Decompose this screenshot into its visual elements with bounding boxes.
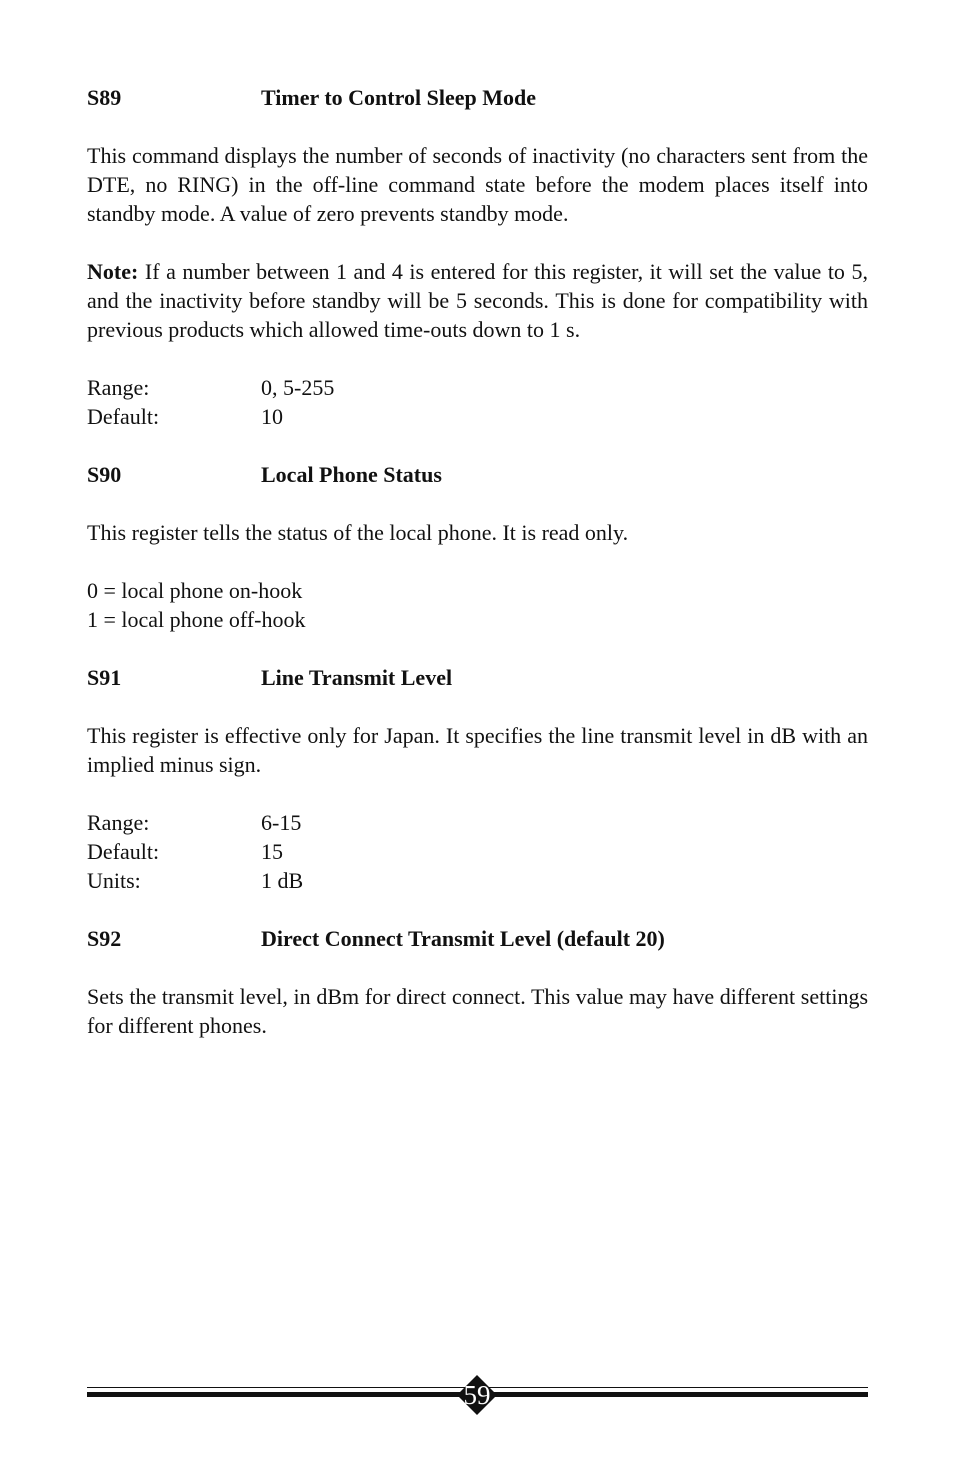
default-row [87, 837, 868, 866]
units-value: 1 dB [261, 868, 304, 893]
units-row [87, 866, 868, 895]
range-label: Range: [87, 810, 150, 835]
note-label: Note: [87, 259, 139, 284]
page-content [87, 83, 868, 1040]
register-title: Line Transmit Level [261, 665, 453, 690]
page-number: 59 [463, 1380, 491, 1410]
default-value: 10 [261, 404, 283, 429]
section-heading-s92 [87, 924, 868, 953]
state-item: 0 = local phone on-hook [87, 578, 303, 603]
register-title: Timer to Control Sleep Mode [261, 85, 536, 110]
page-number-badge [457, 1375, 497, 1415]
range-value: 0, 5-255 [261, 375, 335, 400]
default-label: Default: [87, 839, 160, 864]
register-id: S92 [87, 926, 122, 951]
register-description: This command displays the number of seconds of inactivity (no characters sent from the DTE, no RING) in the off-line command state before the modem places itself into standby mode. A value of zero prevents standby mode. [87, 143, 868, 226]
range-value: 6-15 [261, 810, 302, 835]
default-value: 15 [261, 839, 283, 864]
register-title: Local Phone Status [261, 462, 442, 487]
note-paragraph [87, 257, 868, 344]
register-id: S90 [87, 462, 122, 487]
register-id: S89 [87, 85, 122, 110]
note-text: If a number between 1 and 4 is entered for this register, it will set the value to 5, and the inactivity before standby will be 5 seconds. This is done for compatibility with previous products which allowed time-outs down to 1 s. [87, 259, 868, 342]
register-description: This register is effective only for Japan. It specifies the line transmit level in dB with an implied minus sign. [87, 723, 868, 777]
register-description: Sets the transmit level, in dBm for direct connect. This value may have different settings for different phones. [87, 984, 868, 1038]
state-item: 1 = local phone off-hook [87, 607, 306, 632]
section-heading-s89 [87, 83, 868, 112]
section-heading-s90 [87, 460, 868, 489]
range-row [87, 808, 868, 837]
range-row [87, 373, 868, 402]
default-row [87, 402, 868, 431]
page-footer [87, 1380, 868, 1423]
range-label: Range: [87, 375, 150, 400]
section-heading-s91 [87, 663, 868, 692]
units-label: Units: [87, 868, 141, 893]
register-id: S91 [87, 665, 122, 690]
register-title: Direct Connect Transmit Level (default 20) [261, 926, 665, 951]
register-description: This register tells the status of the local phone. It is read only. [87, 520, 629, 545]
default-label: Default: [87, 404, 160, 429]
